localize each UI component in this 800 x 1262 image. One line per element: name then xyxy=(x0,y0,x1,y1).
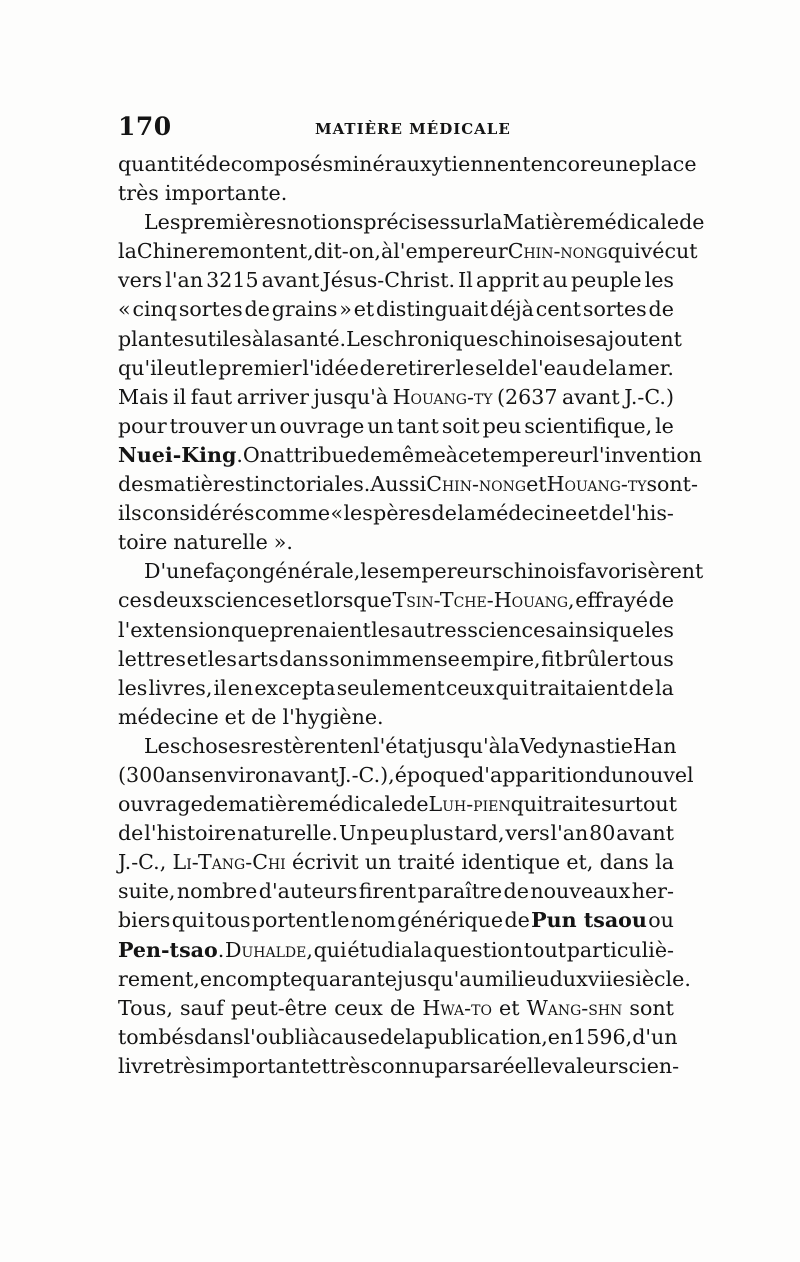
text-line: plantes utiles à la santé. Les chroniques chinoises ajoutent xyxy=(118,326,682,351)
text-line: l'extension que prenaient les autres sciences ainsi que les xyxy=(118,617,674,642)
text-line: Les choses restèrent en l'état jusqu'à la Ve dynastie Han xyxy=(144,733,677,758)
text-line: Les premières notions précises sur la Matière médicale de xyxy=(144,210,705,235)
text-line: quantité de composés minéraux y tiennent encore une place xyxy=(118,152,697,176)
text-line: très importante. xyxy=(118,181,288,206)
text-line: ils considérés comme « les pères de la médecine et de l'his- xyxy=(118,501,674,526)
text-line: biers qui tous portent le nom générique de Pun tsaou ou xyxy=(118,908,674,933)
text-line: les livres, il en excepta seulement ceux qui traitaient de la xyxy=(118,675,674,700)
text-line: « cinq sortes de grains » et distinguait déjà cent sortes de xyxy=(118,297,674,322)
text-line: suite, nombre d'auteurs firent paraître de nouveaux her- xyxy=(118,879,674,904)
text-line: D'une façon générale, les empereurs chinois favorisèrent xyxy=(144,559,704,584)
text-line: la Chine remontent, dit-on, à l'empereur Chin-nong qui vécut xyxy=(118,239,698,264)
text-line: ces deux sciences et lorsque Tsin-Tche-Houang, effrayé de xyxy=(118,588,674,613)
page-number: 170 xyxy=(118,112,172,141)
text-line: des matières tinctoriales. Aussi Chin-nong et Houang-ty sont- xyxy=(118,472,698,497)
text-line: médecine et de l'hygiène. xyxy=(118,704,384,729)
text-line: tombés dans l'oubli à cause de la publication, en 1596, d'un xyxy=(118,1024,678,1049)
text-line: ouvrage de matière médicale de Luh-pien qui traite surtout xyxy=(118,792,677,817)
text-line: J.-C., Li-Tang-Chi écrivit un traité identique et, dans la xyxy=(118,850,674,875)
text-line: lettres et les arts dans son immense empire, fit brûler tous xyxy=(118,646,674,671)
text-line: de l'histoire naturelle. Un peu plus tard, vers l'an 80 avant xyxy=(118,821,674,846)
text-line: Tous, sauf peut-être ceux de Hwa-to et Wang-shn sont xyxy=(118,995,674,1020)
text-line: Nuei-King. On attribue de même à cet empereur l'invention xyxy=(118,442,703,467)
text-line: vers l'an 3215 avant Jésus-Christ. Il apprit au peuple les xyxy=(118,268,674,293)
body-text xyxy=(118,150,705,1081)
text-line: Pen-tsao. Duhalde, qui étudia la question tout particuliè- xyxy=(118,937,674,962)
text-line: pour trouver un ouvrage un tant soit peu scientifique, le xyxy=(118,413,674,438)
running-head: MATIÈRE MÉDICALE xyxy=(315,120,511,138)
text-line: (300 ans environ avant J.-C.), époque d'apparition du nouvel xyxy=(118,762,694,787)
page-header xyxy=(118,112,674,142)
text-line: Mais il faut arriver jusqu'à Houang-ty (2637 avant J.-C.) xyxy=(118,384,674,409)
text-line: qu'il eut le premier l'idée de retirer le sel de l'eau de la mer. xyxy=(118,355,674,380)
text-line: rement, en compte quarante jusqu'au milieu du xviie siècle. xyxy=(118,966,691,991)
text-line: toire naturelle ». xyxy=(118,530,293,555)
text-line: livre très important et très connu par sa réelle valeur scien- xyxy=(118,1053,680,1078)
